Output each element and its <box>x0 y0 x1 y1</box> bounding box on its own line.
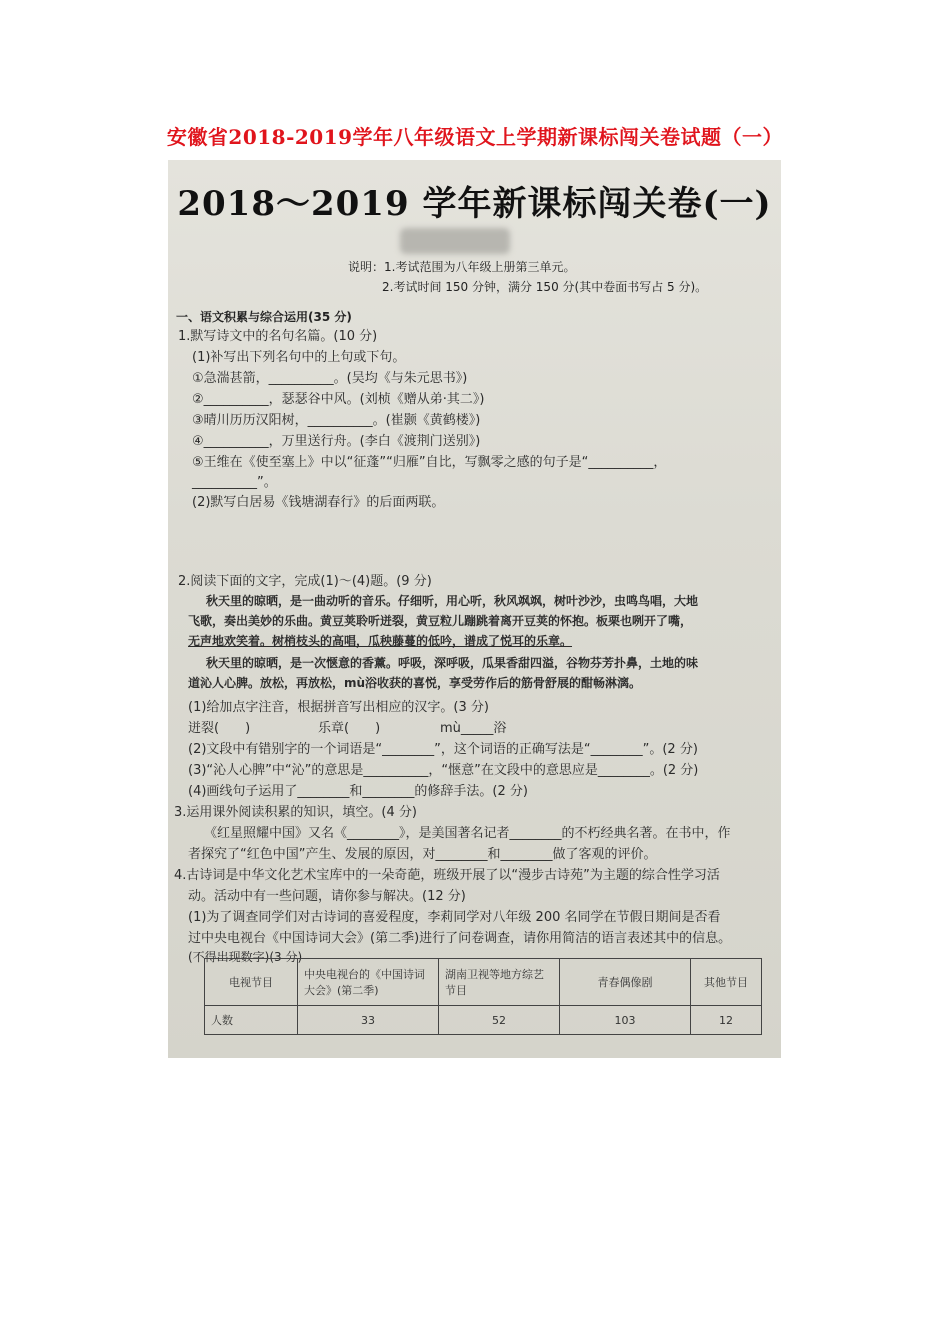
question-2-4: (4)画线句子运用了________和________的修辞手法。(2 分) <box>188 784 528 799</box>
passage-1-line-2: 飞歌，奏出美妙的乐曲。黄豆荚聆听迸裂，黄豆粒儿蹦跳着离开豆荚的怀抱。板栗也咧开了嘴， <box>188 614 693 628</box>
table-row <box>205 1006 762 1035</box>
passage-1-line-1: 秋天里的晾晒，是一曲动听的音乐。仔细听，用心听，秋风飒飒，树叶沙沙，虫鸣鸟唱，大地 <box>206 594 699 608</box>
question-3-line-1: 《红星照耀中国》又名《________》，是美国著名记者________的不朽经典名著。在书中，作 <box>204 826 731 841</box>
table-header-row <box>205 959 762 1006</box>
question-2-2: (2)文段中有错别字的一个词语是“________”，这个词语的正确写法是“________”。(2 分) <box>188 742 698 757</box>
question-1: 1.默写诗文中的名句名篇。(10 分) <box>178 329 378 344</box>
passage-2-line-2: 道沁人心脾。放松，再放松，mù浴收获的喜悦，享受劳作后的筋骨舒展的酣畅淋漓。 <box>188 676 642 690</box>
question-2-1-b: 乐章( ) <box>318 721 381 736</box>
exam-note-1: 说明：1.考试范围为八年级上册第三单元。 <box>348 260 576 274</box>
question-1-item-e-cont: __________”。 <box>192 475 277 490</box>
question-1-item-b: ②__________，瑟瑟谷中风。(刘桢《赠从弟·其二》) <box>192 392 485 407</box>
table-header-cell: 青春偶像剧 <box>560 959 691 1006</box>
passage-2-line-1: 秋天里的晾晒，是一次惬意的香薰。呼吸，深呼吸，瓜果香甜四溢，谷物芬芳扑鼻，土地的味 <box>206 656 699 670</box>
question-4-1-line-1: (1)为了调查同学们对古诗词的喜爱程度，李莉同学对八年级 200 名同学在节假日期间是否看 <box>188 910 721 925</box>
exam-note-2: 2.考试时间 150 分钟，满分 150 分(其中卷面书写占 5 分)。 <box>382 280 708 294</box>
question-1-item-c: ③晴川历历汉阳树，__________。(崔颢《黄鹤楼》) <box>192 413 481 428</box>
question-4-1-line-3: (不得出现数字)(3 分) <box>188 950 303 964</box>
survey-table <box>204 958 762 1035</box>
question-1-item-e: ⑤王维在《使至塞上》中以“征蓬”“归雁”自比，写飘零之感的句子是“__________， <box>192 455 667 470</box>
question-2-1-c: mù_____浴 <box>440 721 507 736</box>
question-2-1: (1)给加点字注音，根据拼音写出相应的汉字。(3 分) <box>188 700 489 715</box>
question-1-part-2: (2)默写白居易《钱塘湖春行》的后面两联。 <box>192 495 445 510</box>
question-2: 2.阅读下面的文字，完成(1)～(4)题。(9 分) <box>178 574 432 589</box>
table-cell: 12 <box>691 1006 762 1035</box>
exam-paper-photo <box>168 160 781 1058</box>
section-heading: 一、语文积累与综合运用(35 分) <box>176 310 352 324</box>
table-header-cell: 其他节目 <box>691 959 762 1006</box>
question-4-1-line-2: 过中央电视台《中国诗词大会》(第二季)进行了问卷调查，请你用简洁的语言表述其中的信息。 <box>188 931 732 946</box>
document-title: 安徽省2018-2019学年八年级语文上学期新课标闯关卷试题（一） <box>166 125 784 149</box>
question-4-line-2: 动。活动中有一些问题，请你参与解决。(12 分) <box>188 889 466 904</box>
question-4: 4.古诗词是中华文化艺术宝库中的一朵奇葩，班级开展了以“漫步古诗苑”为主题的综合性学习活 <box>174 868 720 883</box>
question-1-item-a: ①急湍甚箭，__________。(吴均《与朱元思书》) <box>192 371 468 386</box>
blurred-region <box>400 228 510 254</box>
question-3-line-2: 者探究了“红色中国”产生、发展的原因，对________和________做了客观的评价。 <box>188 847 657 862</box>
question-2-3: (3)“沁人心脾”中“沁”的意思是__________，“惬意”在文段中的意思应是________。(2 分) <box>188 763 699 778</box>
table-cell: 103 <box>560 1006 691 1035</box>
question-3: 3.运用课外阅读积累的知识，填空。(4 分) <box>174 805 417 820</box>
table-cell: 52 <box>439 1006 560 1035</box>
table-cell: 33 <box>298 1006 439 1035</box>
table-cell: 人数 <box>205 1006 298 1035</box>
table-header-cell: 湖南卫视等地方综艺节目 <box>439 959 560 1006</box>
question-1-item-d: ④__________，万里送行舟。(李白《渡荆门送别》) <box>192 434 481 449</box>
table-header-cell: 电视节目 <box>205 959 298 1006</box>
paper-title: 2018～2019 学年新课标闯关卷(一) <box>177 184 772 224</box>
question-2-1-a: 迸裂( ) <box>188 721 251 736</box>
table-header-cell: 中央电视台的《中国诗词大会》(第二季) <box>298 959 439 1006</box>
passage-1-line-3: 无声地欢笑着。树梢枝头的高唱，瓜秧藤蔓的低吟，谱成了悦耳的乐章。 <box>188 634 573 648</box>
question-1-part-1: (1)补写出下列名句中的上句或下句。 <box>192 350 406 365</box>
